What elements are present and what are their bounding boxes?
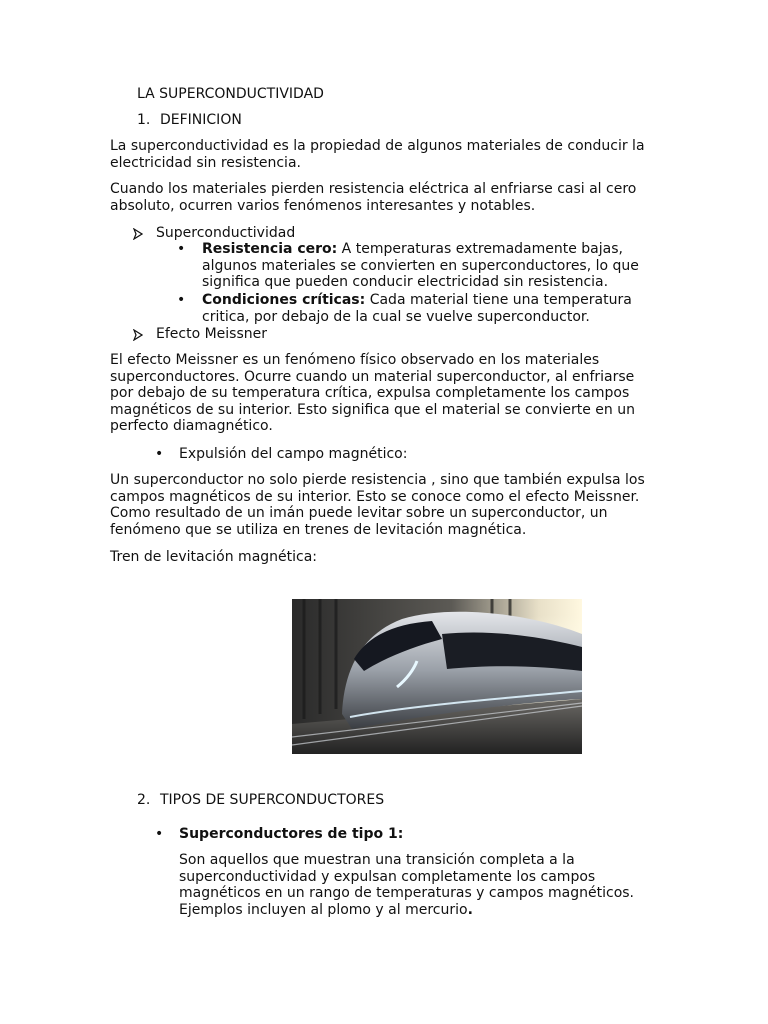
list-item-tipo-1 (155, 826, 403, 843)
arrowhead-bullet-icon (133, 326, 156, 346)
term-resistencia-cero: Resistencia cero: (202, 241, 338, 257)
section-label: TIPOS DE SUPERCONDUCTORES (160, 792, 385, 808)
round-bullet-icon: • (177, 241, 186, 257)
tipo-1-description: Son aquellos que muestran una transición completa a la superconductividad y expulsan completamente los campos magnéticos en un rango de temperaturas y campos magnéticos. Ejemplos incluyen al plomo y al mercurio (179, 852, 635, 918)
paragraph-levitation: Un superconductor no solo pierde resistencia , sino que también expulsa los campos magnéticos de su interior. Esto se conoce como el efecto Meissner. Como resultado de un imán puede levitar sobre un superconductor, un fenómeno que se utiliza en trenes de levitación magnética. (110, 472, 645, 538)
section-heading-tipos (137, 792, 384, 809)
paragraph-definition: La superconductividad es la propiedad de algunos materiales de conducir la electricidad sin resistencia. (110, 138, 645, 171)
paragraph-train-caption: Tren de levitación magnética: (110, 549, 318, 565)
paragraph-phenomena: Cuando los materiales pierden resistencia eléctrica al enfriarse casi al cero absoluto, ocurren varios fenómenos interesantes y notables. (110, 181, 637, 214)
term-description: A temperaturas extremadamente bajas, algunos materiales se convierten en superconductores, lo que significa que pueden conducir electricidad sin resistencia. (202, 241, 639, 290)
section-number: 2. (137, 792, 151, 808)
sub-list-item-resistencia (177, 241, 657, 291)
maglev-train-image (292, 599, 582, 754)
term-description: Cada material tiene una temperatura critica, por debajo de la cual se vuelve superconductor. (202, 292, 632, 325)
document-title: LA SUPERCONDUCTIVIDAD (137, 86, 324, 102)
sub-list-item-text (202, 292, 657, 325)
paragraph-tipo-1 (179, 852, 649, 918)
term-condiciones-criticas: Condiciones críticas: (202, 292, 366, 308)
arrowhead-bullet-icon (133, 225, 156, 245)
list-item-label: Superconductividad (156, 225, 296, 241)
paragraph-meissner: El efecto Meissner es un fenómeno físico observado en los materiales superconductores. Ocurre cuando un material superconductor, al enfriarse por debajo de su temperatura crítica, expulsa completamente los campos magnéticos de su interior. Esto significa que el material se convierte en un perfecto diamagnético. (110, 352, 635, 434)
round-bullet-icon: • (155, 826, 164, 842)
list-item-title: Superconductores de tipo 1: (179, 826, 404, 842)
round-bullet-icon: • (177, 292, 186, 308)
list-item-label: Efecto Meissner (156, 326, 268, 342)
section-heading-definicion (137, 112, 242, 129)
tipo-1-period: . (467, 901, 473, 918)
list-item-label: Expulsión del campo magnético: (179, 446, 408, 462)
section-label: DEFINICION (160, 112, 242, 128)
list-item-expulsion (155, 446, 407, 463)
sub-list-item-text (202, 241, 657, 291)
sub-list-item-condiciones (177, 292, 657, 325)
list-item-efecto-meissner (133, 326, 267, 346)
round-bullet-icon: • (155, 446, 164, 462)
section-number: 1. (137, 112, 151, 128)
